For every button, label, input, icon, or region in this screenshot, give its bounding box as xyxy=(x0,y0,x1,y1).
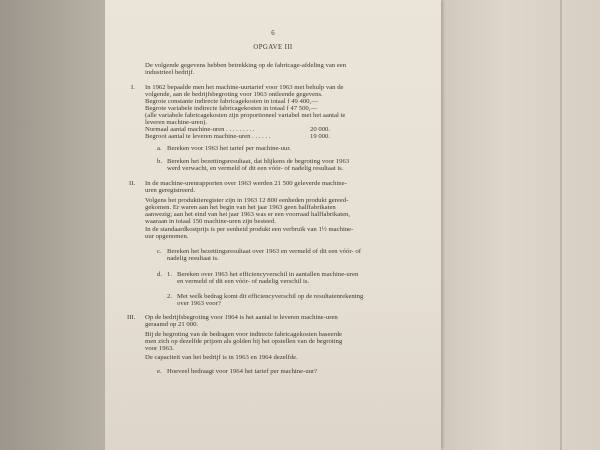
section-line: In de machine-urenrapporten over 1963 werden 21 500 geleverde machine- xyxy=(145,180,347,187)
subquestion-number: 1. xyxy=(167,271,173,278)
section-line: uren geregistreerd. xyxy=(145,187,196,194)
section-line: geraamd op 21 000. xyxy=(145,321,199,328)
data-row-label: Normaal aantal machine-uren . . . . . . . . . xyxy=(145,126,255,133)
question-text: werd verwacht, en vermeld of dit een vóór- of nadelig resultaat is. xyxy=(167,165,344,172)
page-heading: OPGAVE III xyxy=(253,44,293,51)
section-line: Volgens het produktieregister zijn in 1963 12 800 eenheden produkt gereed- xyxy=(145,197,349,204)
question-letter: e. xyxy=(157,368,162,375)
intro-line: industrieel bedrijf. xyxy=(145,69,195,76)
document-page xyxy=(105,0,441,450)
section-line: Op de bedrijfsbegroting voor 1964 is het aantal te leveren machine-uren xyxy=(145,314,338,321)
data-row-value: 20 000. xyxy=(310,126,331,133)
section-line: Begrote constante indirecte fabricagekosten in totaal f 49 400,— xyxy=(145,98,318,105)
section-line: (alle variabele fabricagekosten zijn proportioneel variabel met het aantal te xyxy=(145,112,346,119)
question-letter: b. xyxy=(157,158,163,165)
section-line: In de standaardkostprijs is per eenheid produkt een verbruik van 1½ machine- xyxy=(145,226,354,233)
subquestion-number: 2. xyxy=(167,293,173,300)
section-line: gekomen. Er waren aan het begin van het jaar 1963 geen halffabrikaten xyxy=(145,204,336,211)
question-text: Bereken over 1963 het efficiencyverschil in aantallen machine-uren xyxy=(177,271,359,278)
data-row-value: 19 000. xyxy=(310,133,331,140)
question-text: Bereken het bezettingsresultaat over 1963 en vermeld of dit een vóór- of xyxy=(167,248,361,255)
section-numeral: III. xyxy=(127,314,136,321)
question-letter: d. xyxy=(157,271,163,278)
section-line: Begrote variabele indirecte fabricagekosten in totaal f 47 500,— xyxy=(145,105,318,112)
section-line: waaraan in totaal 150 machine-uren zijn besteed. xyxy=(145,218,276,225)
question-text: over 1963 voor? xyxy=(177,300,221,307)
question-letter: c. xyxy=(157,248,162,255)
question-text: en vermeld of dit een vóór- of nadelig verschil is. xyxy=(177,278,310,285)
question-letter: a. xyxy=(157,145,162,152)
section-line: In 1962 bepaalde men het machine-uurtarief voor 1963 met behulp van de xyxy=(145,84,344,91)
question-text: Met welk bedrag komt dit efficiencyverschil op de resultatenrekening xyxy=(177,293,364,300)
section-numeral: I. xyxy=(131,84,135,91)
intro-line: De volgende gegevens hebben betrekking op de fabricage-afdeling van een xyxy=(145,62,347,69)
question-text: Bereken het bezettingsresultaat, dat blijkens de begroting voor 1963 xyxy=(167,158,350,165)
section-line: Bij de begroting van de bedragen voor indirecte fabricagekosten baseerde xyxy=(145,331,343,338)
section-line: men zich op dezelfde prijzen als golden bij het opstellen van de begroting xyxy=(145,338,343,345)
question-text: nadelig resultaat is. xyxy=(167,255,219,262)
left-facing-page xyxy=(0,0,105,450)
section-line: volgende, aan de bedrijfsbegroting voor 1963 ontleende gegevens. xyxy=(145,91,323,98)
page-edge xyxy=(560,0,562,450)
section-line: leveren machine-uren). xyxy=(145,119,208,126)
question-text: Bereken voor 1963 het tarief per machine-uur. xyxy=(167,145,291,152)
section-line: De capaciteit van het bedrijf is in 1963 en 1964 dezelfde. xyxy=(145,354,298,361)
right-facing-page xyxy=(440,0,600,450)
section-line: aanwezig; aan het eind van het jaar 1963 was er een voorraad halffabrikaten, xyxy=(145,211,351,218)
data-row-label: Begroot aantal te leveren machine-uren . . . . . . xyxy=(145,133,271,140)
question-text: Hoeveel bedraagt voor 1964 het tarief per machine-uur? xyxy=(167,368,318,375)
section-line: voor 1963. xyxy=(145,345,174,352)
section-numeral: II. xyxy=(129,180,136,187)
section-line: uur opgenomen. xyxy=(145,233,189,240)
page-number: 6 xyxy=(271,30,275,37)
